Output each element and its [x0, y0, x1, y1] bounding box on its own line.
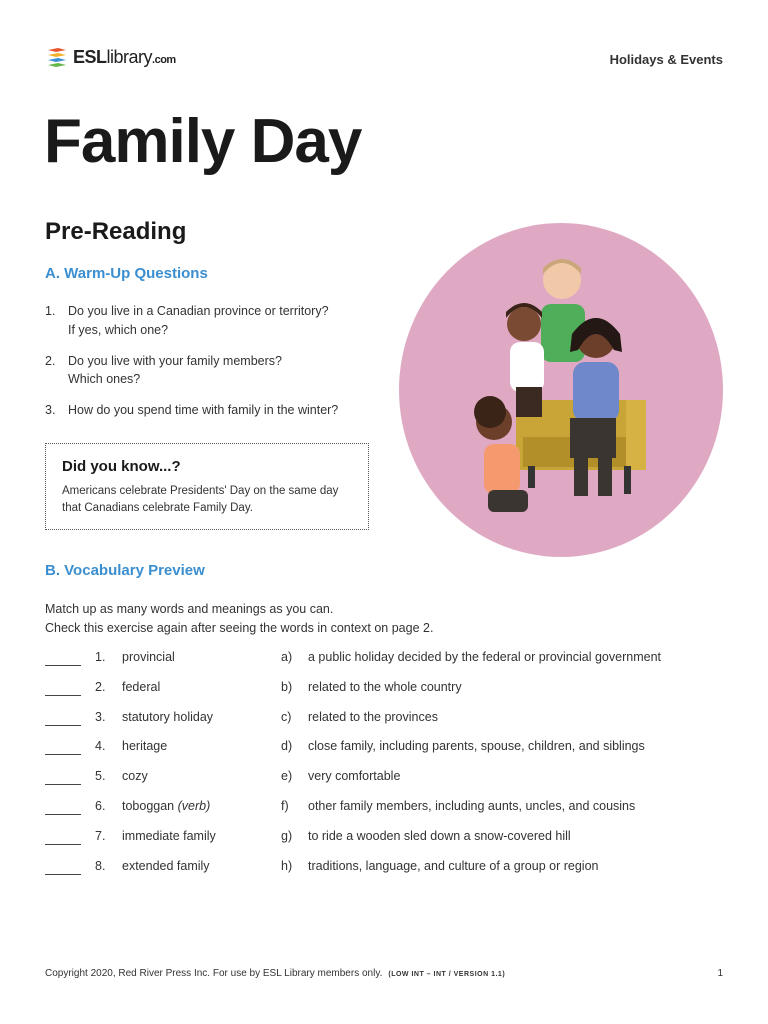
definition-letter: e)	[281, 769, 293, 784]
answer-blank[interactable]	[45, 799, 81, 815]
did-you-know-box	[45, 443, 369, 530]
vocab-row	[45, 650, 735, 680]
definition-letter: a)	[281, 650, 293, 664]
definition-letter: c)	[281, 709, 292, 724]
vocab-word-text: provincial	[122, 650, 175, 664]
vocab-number: 1.	[95, 650, 106, 664]
vocab-row	[45, 799, 735, 829]
vocab-number: 3.	[95, 709, 106, 724]
question-number: 2.	[45, 353, 56, 368]
instruction-line: Check this exercise again after seeing the words in context on page 2.	[45, 620, 434, 635]
definition-text: related to the provinces	[308, 709, 438, 724]
question-item	[45, 352, 385, 390]
definition-letter: f)	[281, 798, 289, 813]
vocabulary-heading: B. Vocabulary Preview	[45, 562, 205, 579]
answer-blank[interactable]	[45, 739, 81, 755]
logo-sub-text: library	[106, 46, 153, 67]
vocab-word	[122, 710, 281, 724]
level-text: (LOW INT – INT / VERSION 1.1)	[388, 971, 506, 978]
vocab-word	[122, 739, 281, 753]
answer-blank[interactable]	[45, 859, 81, 875]
did-you-know-text: Americans celebrate Presidents' Day on the same day that Canadians celebrate Family Day.	[62, 485, 339, 514]
vocab-row	[45, 739, 735, 769]
answer-blank[interactable]	[45, 710, 81, 726]
definition-letter: b)	[281, 679, 293, 694]
esl-library-logo	[45, 45, 176, 69]
definition-text: a public holiday decided by the federal or provincial government	[308, 650, 661, 664]
page-title: Family Day	[44, 107, 362, 176]
vocab-word	[122, 650, 281, 664]
page-number: 1	[717, 968, 723, 979]
definition-text: very comfortable	[308, 769, 401, 784]
vocab-number: 2.	[95, 679, 106, 694]
vocab-word	[122, 799, 281, 813]
vocabulary-instructions	[45, 600, 433, 638]
footer-copyright	[45, 968, 505, 979]
vocab-word-text: heritage	[122, 739, 168, 754]
vocab-word-text: extended family	[122, 858, 210, 873]
question-text: Do you live with your family members? Which ones?	[68, 353, 282, 387]
definition-letter: h)	[281, 858, 293, 873]
vocab-number: 4.	[95, 739, 106, 754]
vocab-row	[45, 859, 735, 889]
question-item	[45, 401, 385, 420]
pre-reading-heading: Pre-Reading	[45, 218, 187, 245]
category-label: Holidays & Events	[609, 52, 723, 67]
did-you-know-title: Did you know...?	[62, 458, 181, 475]
definition-letter: g)	[281, 828, 293, 843]
vocab-word-text: statutory holiday	[122, 709, 214, 724]
question-text: Do you live in a Canadian province or territory? If yes, which one?	[68, 304, 329, 337]
vocab-word-text: cozy	[122, 769, 148, 784]
question-item	[45, 302, 385, 340]
logo-main-text: ESL	[73, 46, 107, 67]
vocab-number: 8.	[95, 858, 106, 873]
vocab-row	[45, 829, 735, 859]
vocab-number: 5.	[95, 769, 106, 784]
vocab-word	[122, 769, 281, 783]
vocab-word-text: toboggan	[122, 798, 178, 813]
warm-up-heading: A. Warm-Up Questions	[45, 265, 208, 282]
vocab-word	[122, 829, 281, 843]
family-illustration	[398, 222, 724, 558]
book-stack-icon	[45, 45, 69, 69]
logo-domain-text: .com	[152, 53, 176, 66]
question-text: How do you spend time with family in the winter?	[68, 403, 339, 417]
definition-text: traditions, language, and culture of a group or region	[308, 858, 599, 873]
definition-text: other family members, including aunts, uncles, and cousins	[308, 798, 636, 813]
definition-letter: d)	[281, 739, 293, 754]
copyright-text: Copyright 2020, Red River Press Inc. For use by ESL Library members only.	[45, 968, 383, 979]
answer-blank[interactable]	[45, 829, 81, 845]
vocab-row	[45, 710, 735, 740]
vocab-row	[45, 680, 735, 710]
answer-blank[interactable]	[45, 680, 81, 696]
vocab-row	[45, 769, 735, 799]
definition-text: to ride a wooden sled down a snow-covered hill	[308, 828, 571, 843]
vocab-word-text: immediate family	[122, 828, 216, 843]
vocabulary-matching-list	[45, 650, 735, 888]
definition-text: related to the whole country	[308, 679, 462, 694]
question-number: 1.	[45, 304, 56, 318]
warm-up-questions	[45, 302, 385, 432]
instruction-line: Match up as many words and meanings as you can.	[45, 602, 334, 616]
vocab-number: 6.	[95, 798, 106, 813]
vocab-word	[122, 680, 281, 694]
vocab-word-note: (verb)	[177, 798, 211, 813]
question-number: 3.	[45, 403, 56, 417]
answer-blank[interactable]	[45, 650, 81, 666]
vocab-number: 7.	[95, 828, 106, 843]
answer-blank[interactable]	[45, 769, 81, 785]
definition-text: close family, including parents, spouse, children, and siblings	[308, 739, 645, 754]
vocab-word	[122, 859, 281, 873]
vocab-word-text: federal	[122, 679, 161, 694]
